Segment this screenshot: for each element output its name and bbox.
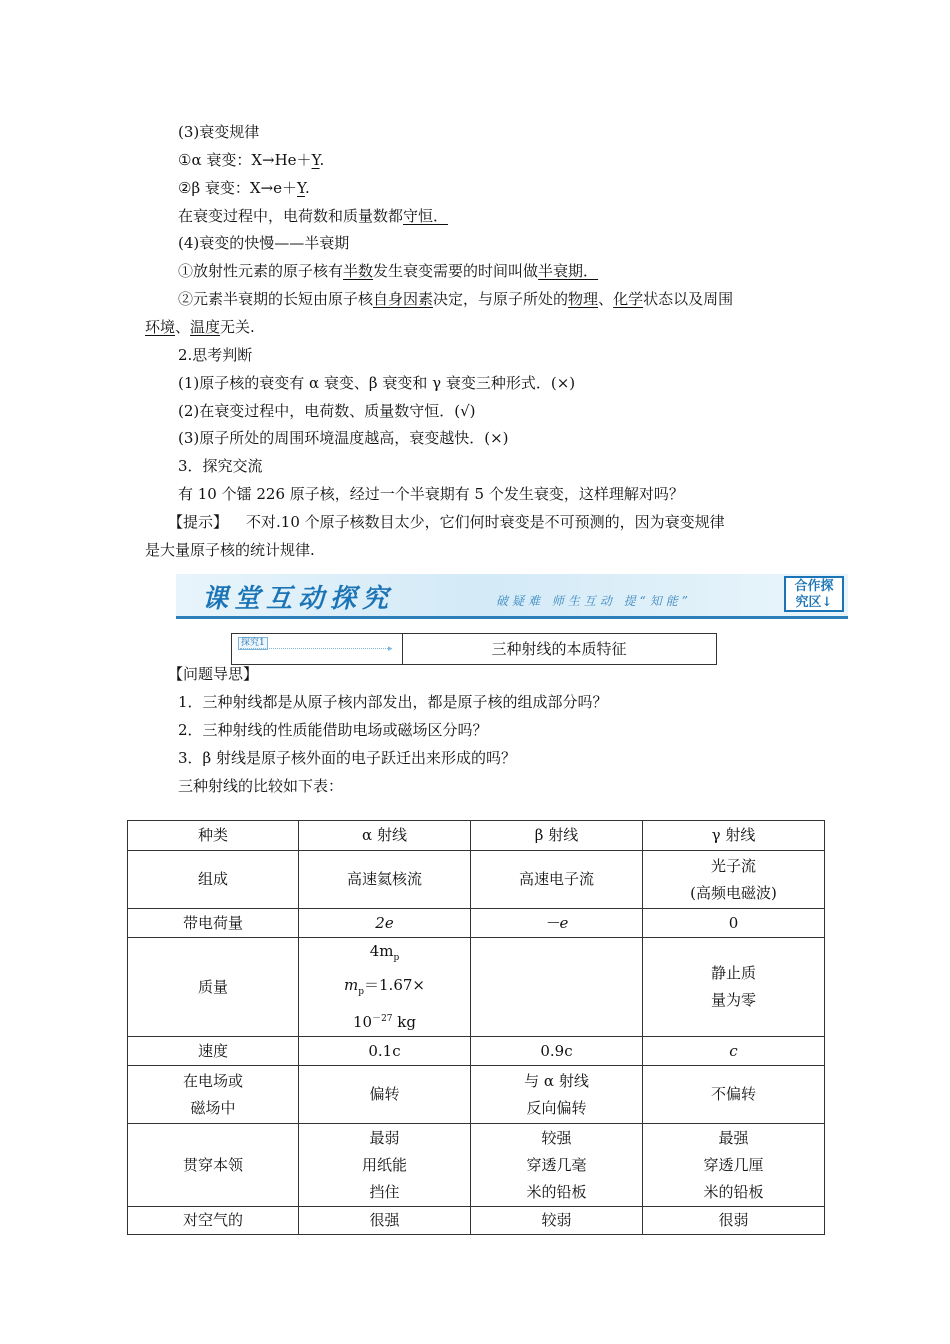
charge-gamma: 0 [643,909,825,938]
header-gamma: γ 射线 [643,821,825,851]
field-alpha: 偏转 [299,1066,471,1124]
header-alpha: α 射线 [299,821,471,851]
guide-q3: 3．β 射线是原子核外面的电子跃迁出来形成的吗？ [178,749,516,767]
judge-q1: (1)原子核的衰变有 α 衰变、β 衰变和 γ 衰变三种形式．(×) [178,374,576,392]
header-type: 种类 [128,821,299,851]
topic-tag: 探究1 [238,637,268,650]
speed-label: 速度 [128,1037,299,1066]
composition-label: 组成 [128,851,299,909]
penetration-gamma: 最强 穿透几厘 米的铅板 [643,1124,825,1207]
charge-label: 带电荷量 [128,909,299,938]
half-life-factors-line2: 环境、温度无关. [145,318,255,336]
arrow-line [240,648,390,649]
half-life-definition: ①放射性元素的原子核有半数发生衰变需要的时间叫做半衰期． [178,262,599,280]
mass-gamma: 静止质 量为零 [643,938,825,1037]
speed-gamma: c [643,1037,825,1066]
topic-title: 三种射线的本质特征 [491,640,627,658]
judge-q2: (2)在衰变过程中，电荷数、质量数守恒．(√) [178,402,476,420]
decay-law-heading: (3)衰变规律 [178,123,260,141]
table-row-ionization [128,1207,825,1235]
composition-gamma: 光子流 (高频电磁波) [643,851,825,909]
explore-question: 有 10 个镭 226 原子核，经过一个半衰期有 5 个发生衰变，这样理解对吗？ [178,485,684,503]
section-banner [176,574,848,619]
ionization-label: 对空气的 [128,1207,299,1235]
banner-slogan: 破疑难 师生互动 提“知能” [496,594,692,608]
judge-heading: 2.思考判断 [178,346,253,364]
table-row-charge [128,909,825,938]
guide-heading: 【问题导思】 [168,665,259,683]
ionization-gamma: 很弱 [643,1207,825,1235]
explore-hint-line1: 【提示】 不对.10 个原子核数目太少，它们何时衰变是不可预测的，因为衰变规律 [168,513,725,531]
speed-alpha: 0.1c [299,1037,471,1066]
conservation-line: 在衰变过程中，电荷数和质量数都守恒． [178,207,449,225]
ionization-alpha: 很强 [299,1207,471,1235]
guide-q1: 1．三种射线都是从原子核内部发出，都是原子核的组成部分吗？ [178,693,608,711]
field-gamma: 不偏转 [643,1066,825,1124]
table-header-row [128,821,825,851]
mass-beta [471,938,643,1037]
table-intro: 三种射线的比较如下表： [178,777,344,795]
alpha-decay-line: ①α 衰变：X→He＋Y. [178,151,325,169]
topic-box [231,633,717,665]
penetration-alpha: 最弱 用纸能 挡住 [299,1124,471,1207]
ray-comparison-table [127,820,825,1235]
topic-tag-cell [232,634,403,664]
ionization-beta: 较弱 [471,1207,643,1235]
composition-alpha: 高速氦核流 [299,851,471,909]
field-label: 在电场或 磁场中 [128,1066,299,1124]
explore-hint-line2: 是大量原子核的统计规律. [145,541,315,559]
penetration-beta: 较强 穿透几毫 米的铅板 [471,1124,643,1207]
speed-beta: 0.9c [471,1037,643,1066]
table-row-field [128,1066,825,1124]
composition-beta: 高速电子流 [471,851,643,909]
half-life-heading: (4)衰变的快慢——半衰期 [178,234,350,252]
penetration-label: 贯穿本领 [128,1124,299,1207]
mass-alpha: $4m_p$ $m_p=1.67\times$ $10^{-27}$ kg [299,938,471,1037]
judge-q3: (3)原子所处的周围环境温度越高，衰变越快．(×) [178,429,509,447]
mass-label: 质量 [128,938,299,1037]
table-row-speed [128,1037,825,1066]
header-beta: β 射线 [471,821,643,851]
table-row-penetration [128,1124,825,1207]
beta-decay-line: ②β 衰变：X→e＋Y. [178,179,310,197]
explore-heading: 3．探究交流 [178,457,263,475]
banner-title: 课堂互动探究 [202,584,395,614]
guide-q2: 2．三种射线的性质能借助电场或磁场区分吗？ [178,721,488,739]
charge-beta: －e [471,909,643,938]
field-beta: 与 α 射线 反向偏转 [471,1066,643,1124]
banner-badge: 合作探 究区↓ [784,576,844,612]
table-row-composition [128,851,825,909]
half-life-factors-line1: ②元素半衰期的长短由原子核自身因素决定，与原子所处的物理、化学状态以及周围 [178,290,734,308]
charge-alpha: 2e [299,909,471,938]
table-row-mass [128,938,825,1037]
arrow-right-icon: ▸ [388,644,393,654]
